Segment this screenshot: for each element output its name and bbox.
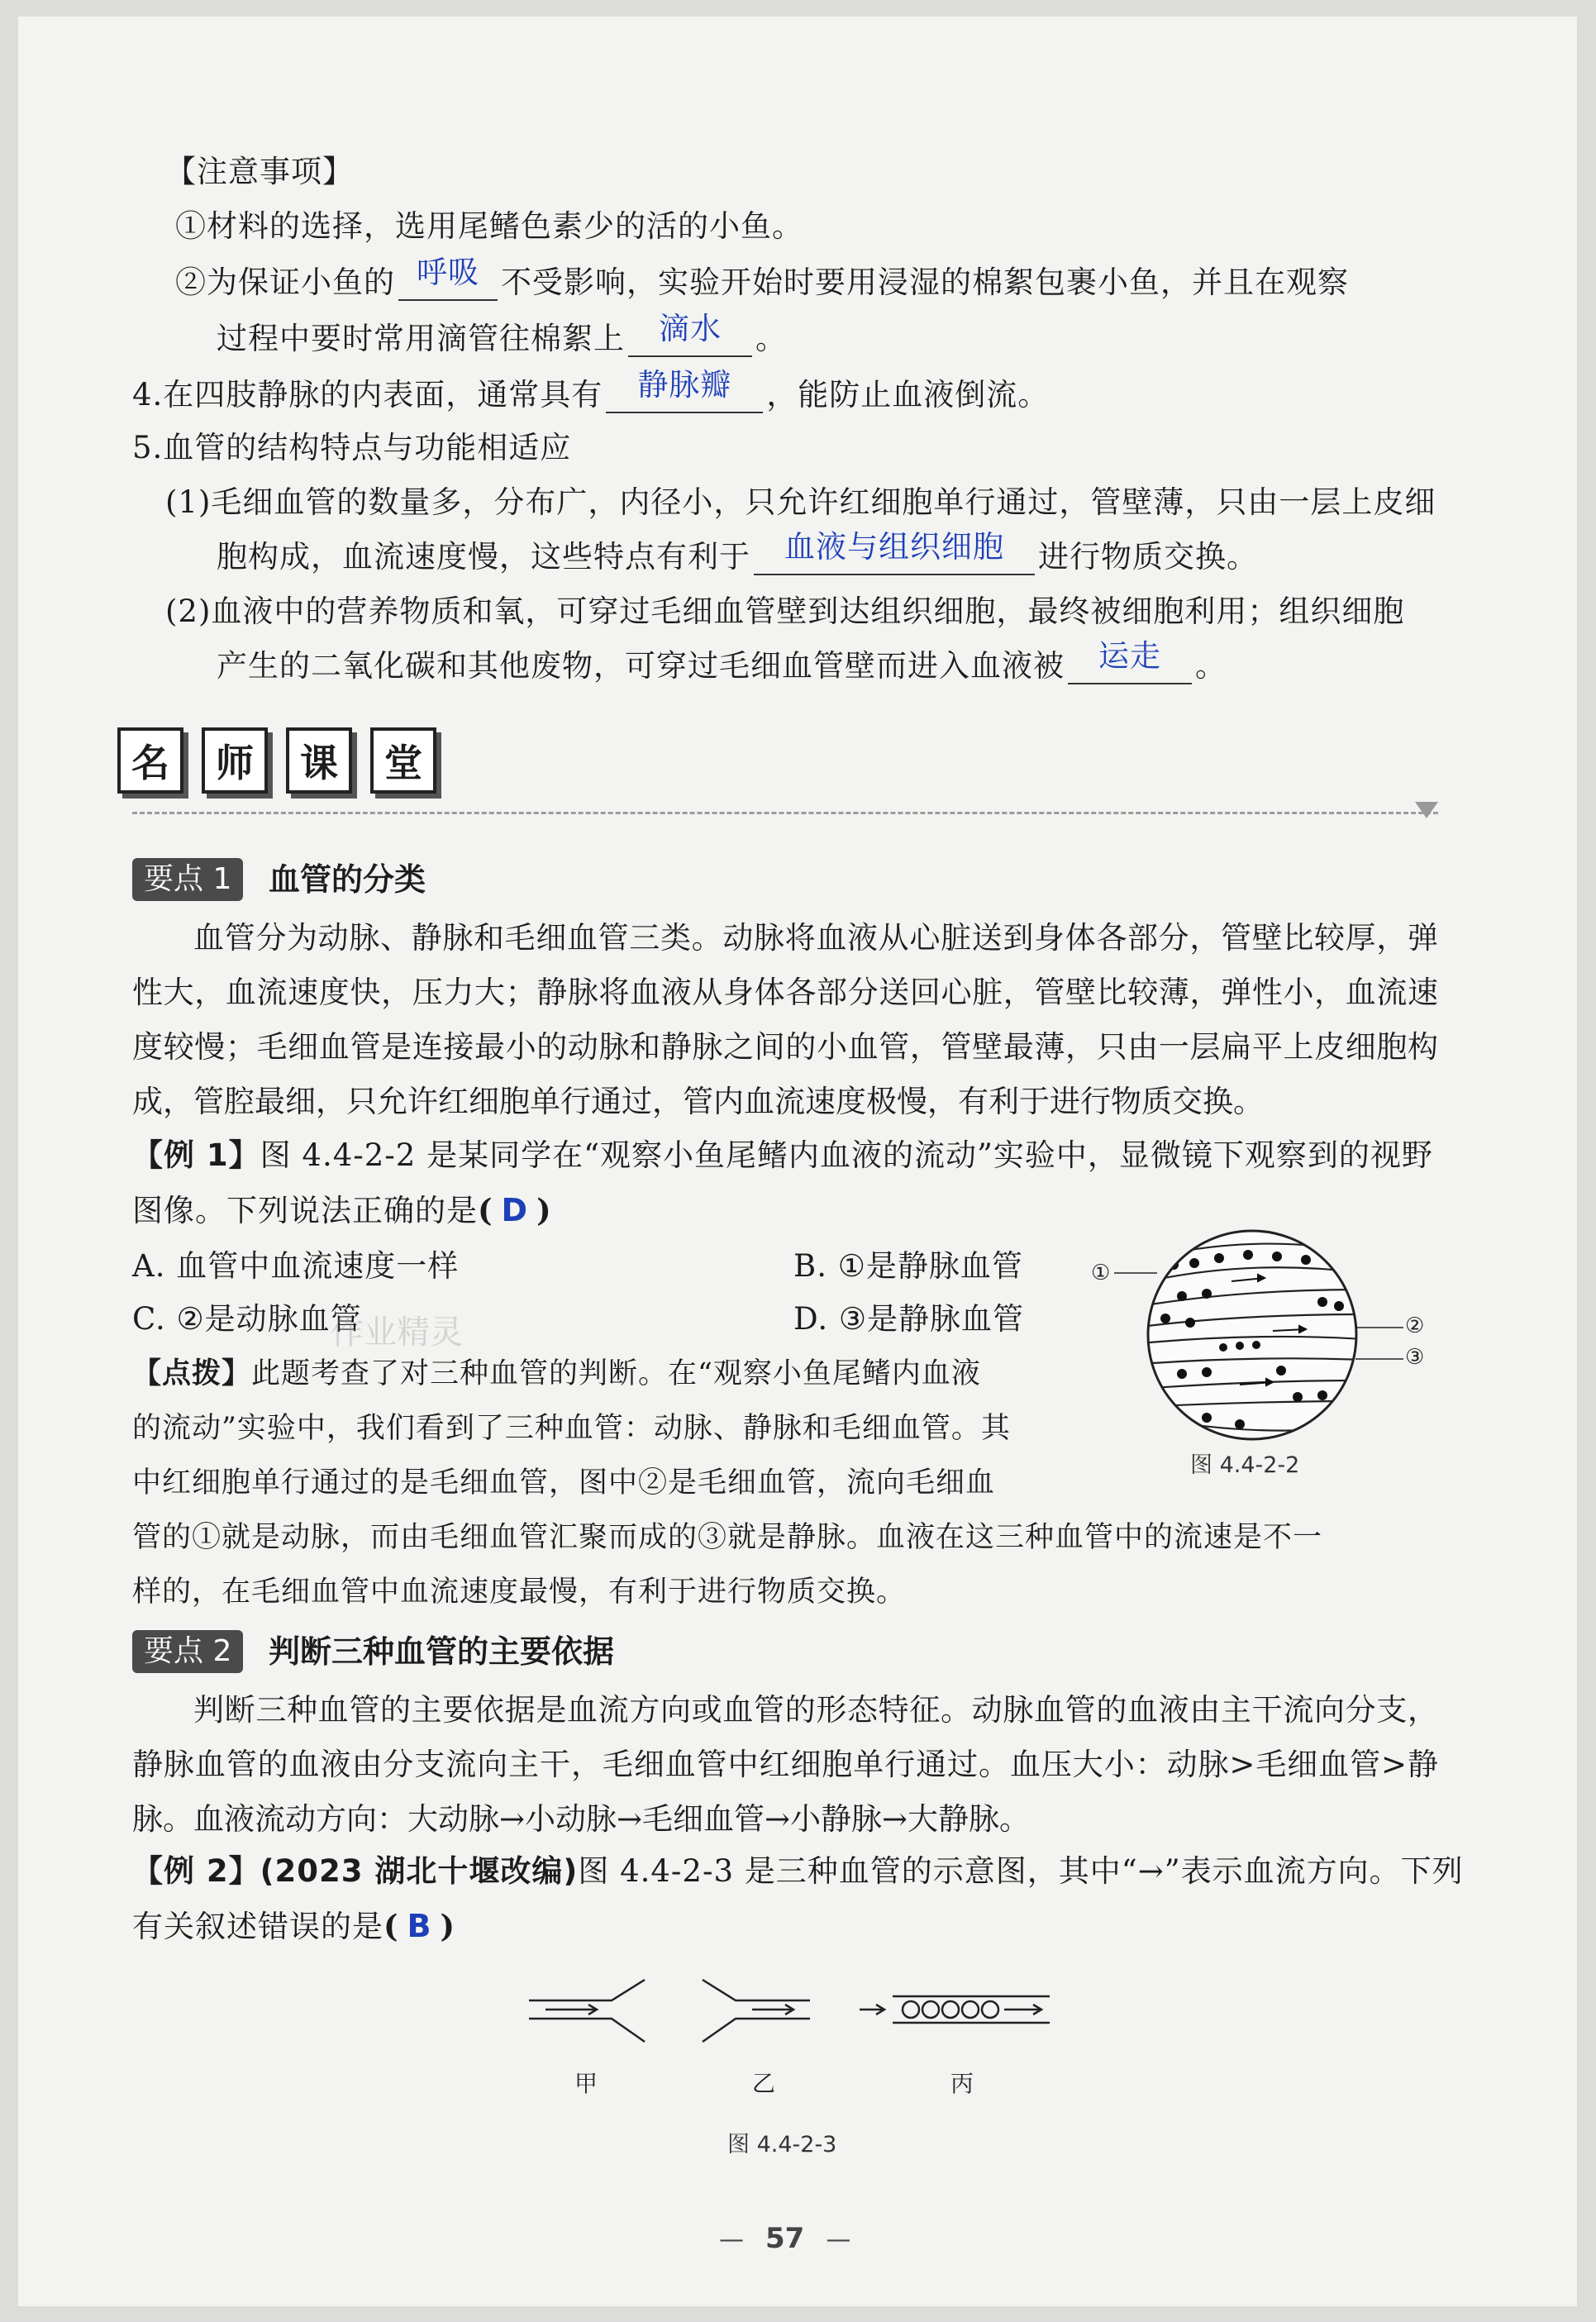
notes-item-1: ①材料的选择，选用尾鳍色素少的活的小鱼。 [175,208,803,244]
example-1-stem-cont: 图像。下列说法正确的是( D ) [132,1192,552,1228]
question-5-part1-cont: 胞构成，血流速度慢，这些特点有利于 血液与组织细胞 进行物质交换。 [217,529,1258,575]
example-1-stem: 【例 1】图 4.4-2-2 是某同学在“观察小鱼尾鳍内血液的流动”实验中，显微镜下观察到的视野 [132,1137,1433,1173]
section-header-boxes [117,727,436,794]
section-divider [132,812,1438,814]
answer-blank [1068,638,1192,684]
point-1-body: 血管分为动脉、静脉和毛细血管三类。动脉将血液从心脏送到身体各部分，管壁比较厚，弹性大，血流速度快，压力大；静脉将血液从身体各部分送回心脏，管壁比较薄，弹性小，血流速度较慢；毛细血管是连接最小的动脉和静脉之间的小血管，管壁最薄，只由一层扁平上皮细胞构成，管腔最细，只允许红细胞单行通过，管内血流速度极慢，有利于进行物质交换。 [132,920,1438,1119]
handwritten-answer: 呼吸 [417,255,479,290]
tip-line-2: 的流动”实验中，我们看到了三种血管：动脉、静脉和毛细血管。其 [132,1412,1011,1445]
question-5-part1: (1)毛细血管的数量多，分布广，内径小，只允许红细胞单行通过，管壁薄，只由一层上皮细 [165,484,1436,520]
point-2-tag: 要点 2 [132,1630,243,1673]
question-4: 4.在四肢静脉的内表面，通常具有 静脉瓣 ，能防止血液倒流。 [132,367,1050,412]
handwritten-answer: 运走 [1098,638,1161,674]
section-char: 名 [117,727,183,794]
handwritten-answer: 滴水 [659,311,722,346]
notes-heading: 【注意事项】 [165,154,354,189]
option-c: C. ②是动脉血管 [132,1301,362,1337]
figure-2-label-jia: 甲 [574,2070,598,2097]
point-2-title: 判断三种血管的主要依据 [269,1633,615,1670]
section-char: 师 [202,727,268,794]
point-1-title: 血管的分类 [269,861,426,898]
handwritten-answer: 静脉瓣 [637,367,732,403]
section-char: 课 [286,727,352,794]
option-a: A. 血管中血流速度一样 [132,1248,460,1284]
answer-blank [754,529,1035,575]
handwritten-answer: 血液与组织细胞 [784,529,1004,565]
page-footer: — 57 — [719,2222,851,2255]
point-1-tag: 要点 1 [132,858,243,901]
tip-line-3: 中红细胞单行通过的是毛细血管，图中②是毛细血管，流向毛细血 [132,1466,996,1500]
tip-line-5: 样的，在毛细血管中血流速度最慢，有利于进行物质交换。 [132,1576,907,1609]
tip-line-4: 管的①就是动脉，而由毛细血管汇聚而成的③就是静脉。血液在这三种血管中的流速是不一 [132,1521,1323,1554]
figure-1-caption: 图 4.4-2-2 [1190,1452,1300,1478]
figure-2-label-yi: 乙 [752,2070,776,2097]
notes-item-2-cont: 过程中要时常用滴管往棉絮上 滴水 。 [217,311,787,356]
example-2-stem-cont: 有关叙述错误的是( B ) [132,1908,455,1944]
figure-2-caption: 图 4.4-2-3 [727,2132,837,2158]
tip-line-1: 【点拨】此题考查了对三种血管的判断。在“观察小鱼尾鳍内血液 [132,1357,981,1390]
figure-2-label-bing: 丙 [950,2070,974,2097]
option-b: B. ①是静脉血管 [793,1248,1023,1284]
section-char: 堂 [370,727,436,794]
three-vessels-figure [512,1967,1074,2116]
figure-label-2: ② [1405,1314,1425,1338]
triangle-marker-icon [1415,802,1438,818]
watermark-logo: 作业精灵 [331,1314,463,1352]
example-2-answer: B [407,1908,432,1944]
answer-blank [606,367,763,413]
question-5-title: 5.血管的结构特点与功能相适应 [132,430,572,465]
answer-blank [628,311,752,357]
figure-label-3: ③ [1405,1345,1425,1370]
example-2-stem: 【例 2】(2023 湖北十堰改编)图 4.4-2-3 是三种血管的示意图，其中“→”表示血流方向。下列 [132,1853,1464,1889]
point-2-body: 判断三种血管的主要依据是血流方向或血管的形态特征。动脉血管的血液由主干流向分支，静脉血管的血液由分支流向主干，毛细血管中红细胞单行通过。血压大小：动脉>毛细血管>静脉。血液流动方向：大动脉→小动脉→毛细血管→小静脉→大静脉。 [132,1692,1438,1837]
question-5-part2: (2)血液中的营养物质和氧，可穿过毛细血管壁到达组织细胞，最终被细胞利用；组织细胞 [165,594,1405,629]
question-5-part2-cont: 产生的二氧化碳和其他废物，可穿过毛细血管壁而进入血液被 运走 。 [217,638,1227,684]
notes-item-2: ②为保证小鱼的 呼吸 不受影响，实验开始时要用浸湿的棉絮包裹小鱼，并且在观察 [175,255,1349,300]
answer-blank [398,255,498,301]
blood-vessel-microscope-figure [1074,1190,1471,1488]
figure-label-1: ① [1091,1261,1111,1285]
option-d: D. ③是静脉血管 [793,1301,1025,1337]
example-1-answer: D [501,1192,529,1228]
page-number: 57 [765,2222,805,2255]
